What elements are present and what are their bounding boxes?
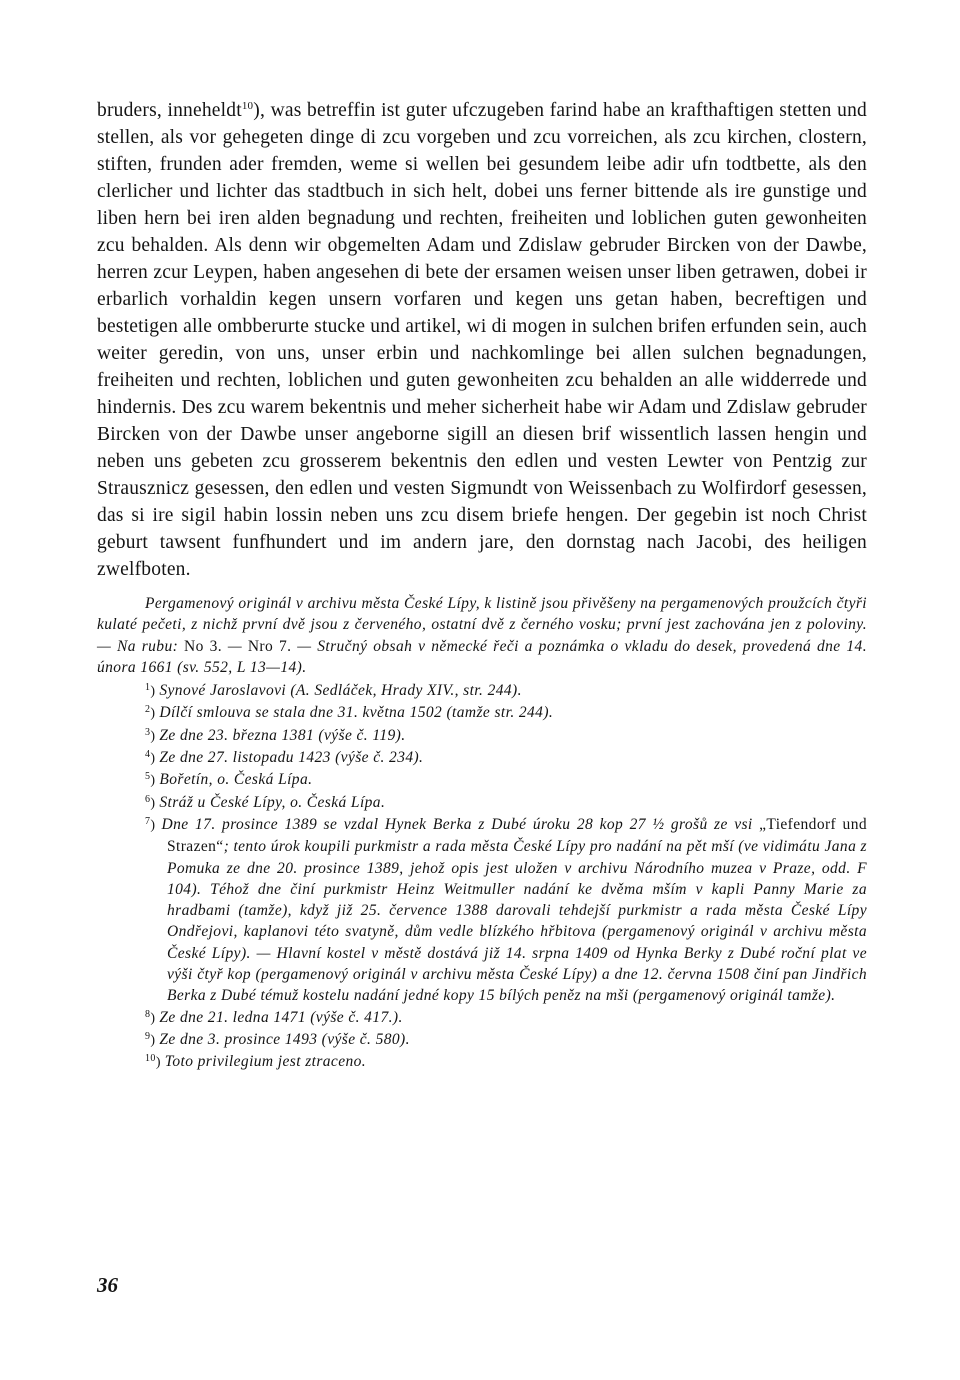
source-note-sep: — xyxy=(222,637,248,655)
footnote-10: $^{10}$) Toto privilegium jest ztraceno. xyxy=(145,1053,367,1071)
footnote-text: Ze dne 27. listopadu 1423 (výše č. 234). xyxy=(159,749,424,767)
footnote-5: $^5$) Bořetín, o. Česká Lípa. xyxy=(145,771,313,789)
footnote-text-part1: Dne 17. prosince 1389 se vzdal Hynek Berka z Dubé úroku 28 kop 27 ½ grošů ze vsi xyxy=(161,815,760,833)
footnote-number: 10 xyxy=(145,1053,156,1065)
footnote-number: 3 xyxy=(145,726,151,738)
footnote-text: Ze dne 3. prosince 1493 (výše č. 580). xyxy=(159,1030,410,1048)
footnote-text: Synové Jaroslavovi (A. Sedláček, Hrady XIV., str. 244). xyxy=(159,682,522,700)
footnote-1: $^1$) Synové Jaroslavovi (A. Sedláček, Hrady XIV., str. 244). xyxy=(145,682,522,700)
notes-section xyxy=(97,593,867,1074)
footnote-text: Dílčí smlouva se stala dne 31. května 1502 (tamže str. 244). xyxy=(159,704,554,722)
footnote-ref-10: 10 xyxy=(241,100,254,112)
footnote-6: $^6$) Stráž u České Lípy, o. Česká Lípa. xyxy=(145,793,386,811)
footnote-7: $^7$) Dne 17. prosince 1389 se vzdal Hynek Berka z Dubé úroku 28 kop 27 ½ grošů ze vsi „Tiefendorf und Strazen“; tento úrok koupili purkmistr a rada města České Lípy pro nadání na pět mší (ve vidimátu Jana z Pomuka ze dne 20. prosince 1389, jehož opis jest uložen v archivu Národního muzea v Praze, odd. F 104). Téhož dne činí purkmistr Heinz Weitmuller nadání ke dvěma mším v kapli Panny Marie za hradbami (tamže), když již 25. července 1388 darovali tehdejší purkmistr a rada města České Lípy Ondřejovi, kaplanovi této svatyně, dům vedle blízkého hřbitova (pergamenový originál v archivu města České Lípy). — Hlavní kostel v městě dostává již 14. srpna 1409 od Hynka Berky z Dubé roční plat ve výši čtyř kop (pergamenový originál v archivu města České Lípy) a dne 12. června 1508 činí pan Jindřich Berka z Dubé témuž kostelu nadání jedné kopy 15 bílých peněz na mši (pergamenový originál tamže). xyxy=(145,815,867,1005)
footnote-number: 4 xyxy=(145,749,151,761)
main-text xyxy=(97,97,867,583)
footnote-text: Bořetín, o. Česká Lípa. xyxy=(159,771,313,789)
source-note-no1: No 3. xyxy=(184,637,222,655)
source-note-no2: Nro 7. xyxy=(247,637,292,655)
footnote-quote: „Tiefendorf und Strazen“ xyxy=(167,815,867,856)
footnote-number: 5 xyxy=(145,771,151,783)
footnote-4: $^4$) Ze dne 27. listopadu 1423 (výše č. 234). xyxy=(145,749,424,767)
footnote-text: Ze dne 23. března 1381 (výše č. 119). xyxy=(159,726,406,744)
footnote-2: $^2$) Dílčí smlouva se stala dne 31. května 1502 (tamže str. 244). xyxy=(145,704,554,722)
footnote-9: $^9$) Ze dne 3. prosince 1493 (výše č. 580). xyxy=(145,1030,410,1048)
footnote-text: Toto privilegium jest ztraceno. xyxy=(164,1053,367,1071)
footnote-number: 8 xyxy=(145,1008,151,1020)
footnote-number: 1 xyxy=(145,682,151,694)
page-content xyxy=(97,97,867,1074)
footnote-text: Stráž u České Lípy, o. Česká Lípa. xyxy=(159,793,386,811)
footnote-text-part2: ; tento úrok koupili purkmistr a rada města České Lípy pro nadání na pět mší (ve vidimátu Jana z Pomuka ze dne 20. prosince 1389, jehož opis jest uložen v archivu Národního muzea v Praze, odd. F 104). Téhož dne činí purkmistr Heinz Weitmuller nadání ke dvěma mším v kapli Panny Marie za hradbami (tamže), když již 25. července 1388 darovali tehdejší purkmistr a rada města České Lípy Ondřejovi, kaplanovi této svatyně, dům vedle blízkého hřbitova (pergamenový originál v archivu města České Lípy). — Hlavní kostel v městě dostává již 14. srpna 1409 od Hynka Berky z Dubé roční plat ve výši čtyř kop (pergamenový originál v archivu města České Lípy) a dne 12. června 1508 činí pan Jindřich Berka z Dubé témuž kostelu nadání jedné kopy 15 bílých peněz na mši (pergamenový originál tamže). xyxy=(167,838,867,1005)
source-note-part1: Pergamenový originál v archivu města České Lípy, k listině jsou přivěšeny na pergamenových proužcích čtyři kulaté pečeti, z nichž první dvě jsou z červeného, ostatní dvě z černého vosku; první jest zachována jen z poloviny. — Na rubu: xyxy=(97,595,867,655)
footnote-number: 7 xyxy=(145,815,151,827)
main-text-part1: bruders, inneheldt xyxy=(97,100,242,121)
footnote-text: Ze dne 21. ledna 1471 (výše č. 417.). xyxy=(159,1008,403,1026)
main-text-part2: ), was betreffin ist guter ufczugeben farind habe an krafthaftigen stetten und stellen, als vor gehegeten dinge di zcu vorgeben und zcu vorreichen, als zcu kirchen, clostern, stiften, frunden ader fremden, weme si wellen bei gesundem leibe adir ufn todtbette, als den clerlicher und lichter das stadtbuch in sich helt, dobei uns ferner bittende als ire gunstige und liben hern bei iren alden begnadung und rechten, freiheiten und loblichen guten gewonheiten zcu behalden. Als denn wir obgemelten Adam und Zdislaw gebruder Bircken von der Dawbe, herren zcur Leypen, haben angesehen di bete der ersamen weisen unser liben getrawen, dobei ir erbarlich vorhaldin kegen unsern vorfaren und kegen uns getan haben, becreftigen und bestetigen alle ombberurte stucke und artikel, wi di mogen in sulchen brifen erfunden sein, auch weiter geredin, von uns, unser erbin und nachkomlinge bei allen sulchen begnadungen, freiheiten und rechten, loblichen und guten gewonheiten zcu behalden an alle widderrede und hindernis. Des zcu warem bekentnis und meher sicherheit habe wir Adam und Zdislaw gebruder Bircken von der Dawbe unser angeborne sigill an diesen brif wissentlich lassen hengin und neben uns gebeten zcu grosserem bekentnis den edlen und vesten Lewter von Pentzig zur Strausznicz gesessen, den edlen und vesten Sigmundt von Weissenbach zu Wolfirdorf gesessen, das si ire sigil habin lossin neben uns zcu disem briefe hengen. Der gegebin ist noch Christ geburt tawsent funfhundert und im andern jare, den dornstag nach Jacobi, des heiligen zwelfboten. xyxy=(97,100,867,580)
footnote-number: 6 xyxy=(145,793,151,805)
footnote-3: $^3$) Ze dne 23. března 1381 (výše č. 119). xyxy=(145,726,406,744)
footnote-number: 2 xyxy=(145,704,151,716)
source-note xyxy=(97,593,867,678)
footnote-number: 9 xyxy=(145,1030,151,1042)
source-note-part2: — Stručný obsah v německé řeči a poznámka o vkladu do desek, provedená dne 14. února 1661 (sv. 552, L 13—14). xyxy=(97,637,867,676)
page-number: 36 xyxy=(97,1273,118,1297)
footnote-8: $^8$) Ze dne 21. ledna 1471 (výše č. 417.). xyxy=(145,1008,403,1026)
